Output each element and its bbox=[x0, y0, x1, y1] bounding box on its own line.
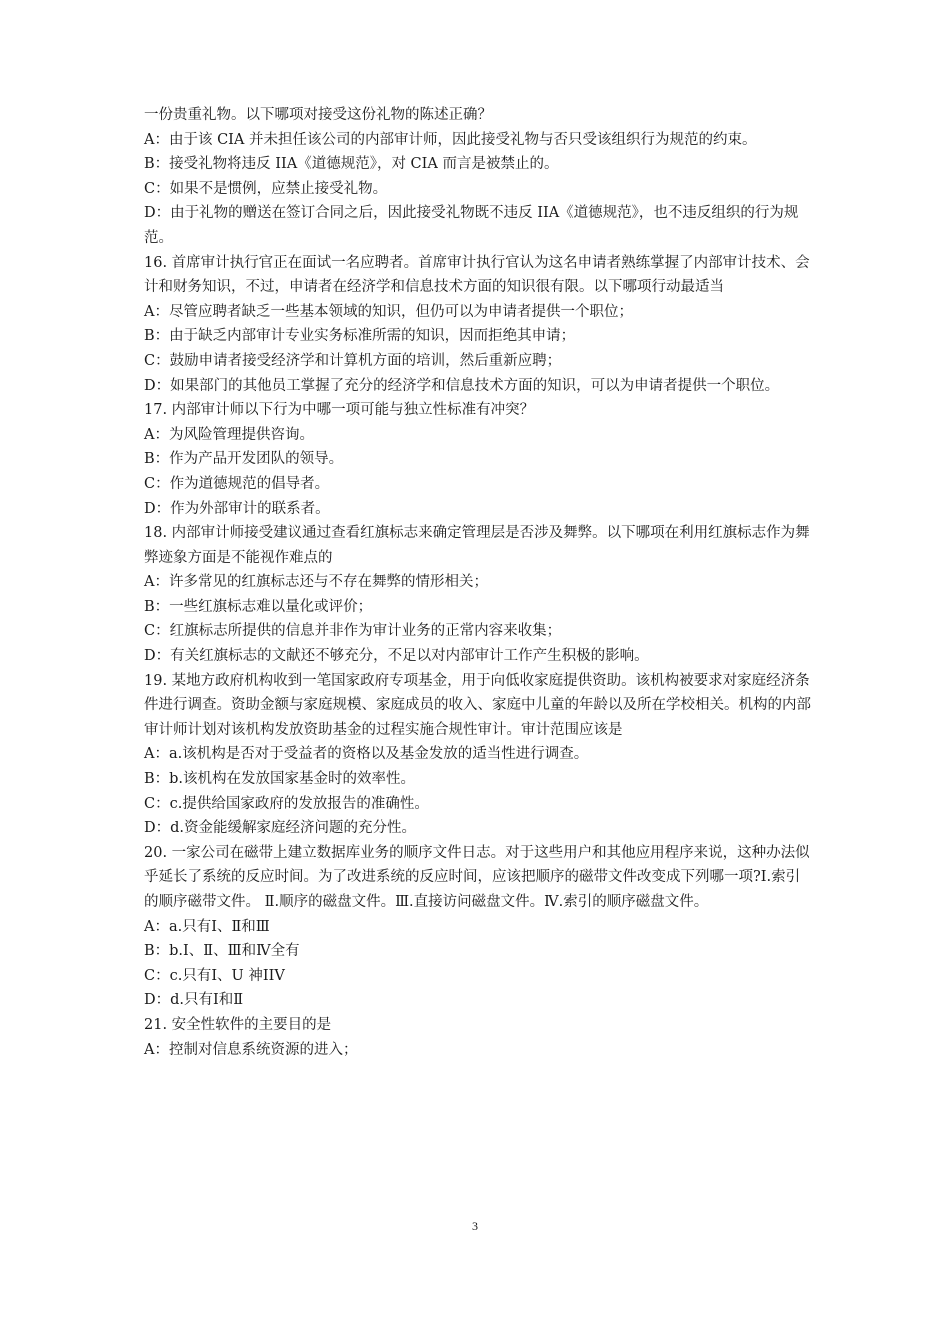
answer-option: C：c.只有Ⅰ、U 神ⅠIV bbox=[144, 967, 285, 984]
answer-option: A：许多常见的红旗标志还与不存在舞弊的情形相关； bbox=[144, 574, 488, 591]
question-stem: 21. 安全性软件的主要目的是 bbox=[144, 1016, 332, 1033]
question-stem: 19. 某地方政府机构收到一笔国家政府专项基金，用于向低收家庭提供资助。该机构被要求对家庭经济条件进行调查。资助金额与家庭规模、家庭成员的收入、家庭中儿童的年龄以及所在学校相关。机构的内部审计师计划对该机构发放资助基金的过程实施合规性审计。审计范围应该是 bbox=[144, 672, 811, 738]
answer-option: C：鼓励申请者接受经济学和计算机方面的培训，然后重新应聘； bbox=[144, 352, 562, 369]
answer-option: A：a.只有Ⅰ、Ⅱ和Ⅲ bbox=[144, 918, 270, 935]
question-stem: 18. 内部审计师接受建议通过查看红旗标志来确定管理层是否涉及舞弊。以下哪项在利用红旗标志作为舞弊迹象方面是不能视作难点的 bbox=[144, 525, 810, 566]
answer-option: C：红旗标志所提供的信息并非作为审计业务的正常内容来收集； bbox=[144, 623, 562, 640]
answer-option: A：a.该机构是否对于受益者的资格以及基金发放的适当性进行调查。 bbox=[144, 746, 589, 763]
answer-option: 一份贵重礼物。以下哪项对接受这份礼物的陈述正确？ bbox=[144, 107, 492, 123]
question-stem: 20. 一家公司在磁带上建立数据库业务的顺序文件日志。对于这些用户和其他应用程序来说，这种办法似乎延长了系统的反应时间。为了改进系统的反应时间，应该把顺序的磁带文件改变成下列哪一项?I.索引的顺序磁带文件。 Ⅱ.顺序的磁盘文件。Ⅲ.直接访问磁盘文件。Ⅳ.索引的顺序磁盘文件。 bbox=[144, 844, 810, 910]
answer-option: B：b.Ⅰ、Ⅱ、Ⅲ和Ⅳ全有 bbox=[144, 943, 300, 960]
answer-option: D：d.只有Ⅰ和Ⅱ bbox=[144, 992, 244, 1009]
answer-option: A：为风险管理提供咨询。 bbox=[144, 426, 314, 443]
question-stem: 17. 内部审计师以下行为中哪一项可能与独立性标准有冲突？ bbox=[144, 402, 535, 419]
question-stem: 16. 首席审计执行官正在面试一名应聘者。首席审计执行官认为这名申请者熟练掌握了内部审计技术、会计和财务知识，不过，申请者在经济学和信息技术方面的知识很有限。以下哪项行动最适当 bbox=[144, 254, 810, 296]
answer-option: D：由于礼物的赠送在签订合同之后，因此接受礼物既不违反 IIA《道德规范》，也不违反组织的行为规范。 bbox=[144, 205, 799, 246]
answer-option: B：一些红旗标志难以量化或评价； bbox=[144, 598, 373, 615]
answer-option: A：尽管应聘者缺乏一些基本领域的知识，但仍可以为申请者提供一个职位； bbox=[144, 303, 633, 320]
answer-option: A：由于该 CIA 并未担任该公司的内部审计师，因此接受礼物与否只受该组织行为规范的约束。 bbox=[144, 131, 757, 148]
answer-option: B：由于缺乏内部审计专业实务标准所需的知识，因而拒绝其申请； bbox=[144, 328, 576, 345]
answer-option: D：d.资金能缓解家庭经济问题的充分性。 bbox=[144, 820, 417, 837]
answer-option: D：有关红旗标志的文献还不够充分，不足以对内部审计工作产生积极的影响。 bbox=[144, 648, 649, 665]
document-body bbox=[144, 103, 814, 1062]
answer-option: B：作为产品开发团队的领导。 bbox=[144, 451, 344, 468]
answer-option: A：控制对信息系统资源的进入； bbox=[144, 1041, 358, 1058]
answer-option: B：b.该机构在发放国家基金时的效率性。 bbox=[144, 771, 416, 788]
answer-option: C：作为道德规范的倡导者。 bbox=[144, 475, 330, 492]
answer-option: D：作为外部审计的联系者。 bbox=[144, 500, 330, 517]
answer-option: C：c.提供给国家政府的发放报告的准确性。 bbox=[144, 795, 429, 812]
page-number: 3 bbox=[472, 1219, 478, 1233]
answer-option: C：如果不是惯例，应禁止接受礼物。 bbox=[144, 180, 388, 197]
answer-option: D：如果部门的其他员工掌握了充分的经济学和信息技术方面的知识，可以为申请者提供一个职位。 bbox=[144, 377, 780, 394]
answer-option: B：接受礼物将违反 IIA《道德规范》，对 CIA 而言是被禁止的。 bbox=[144, 156, 559, 173]
